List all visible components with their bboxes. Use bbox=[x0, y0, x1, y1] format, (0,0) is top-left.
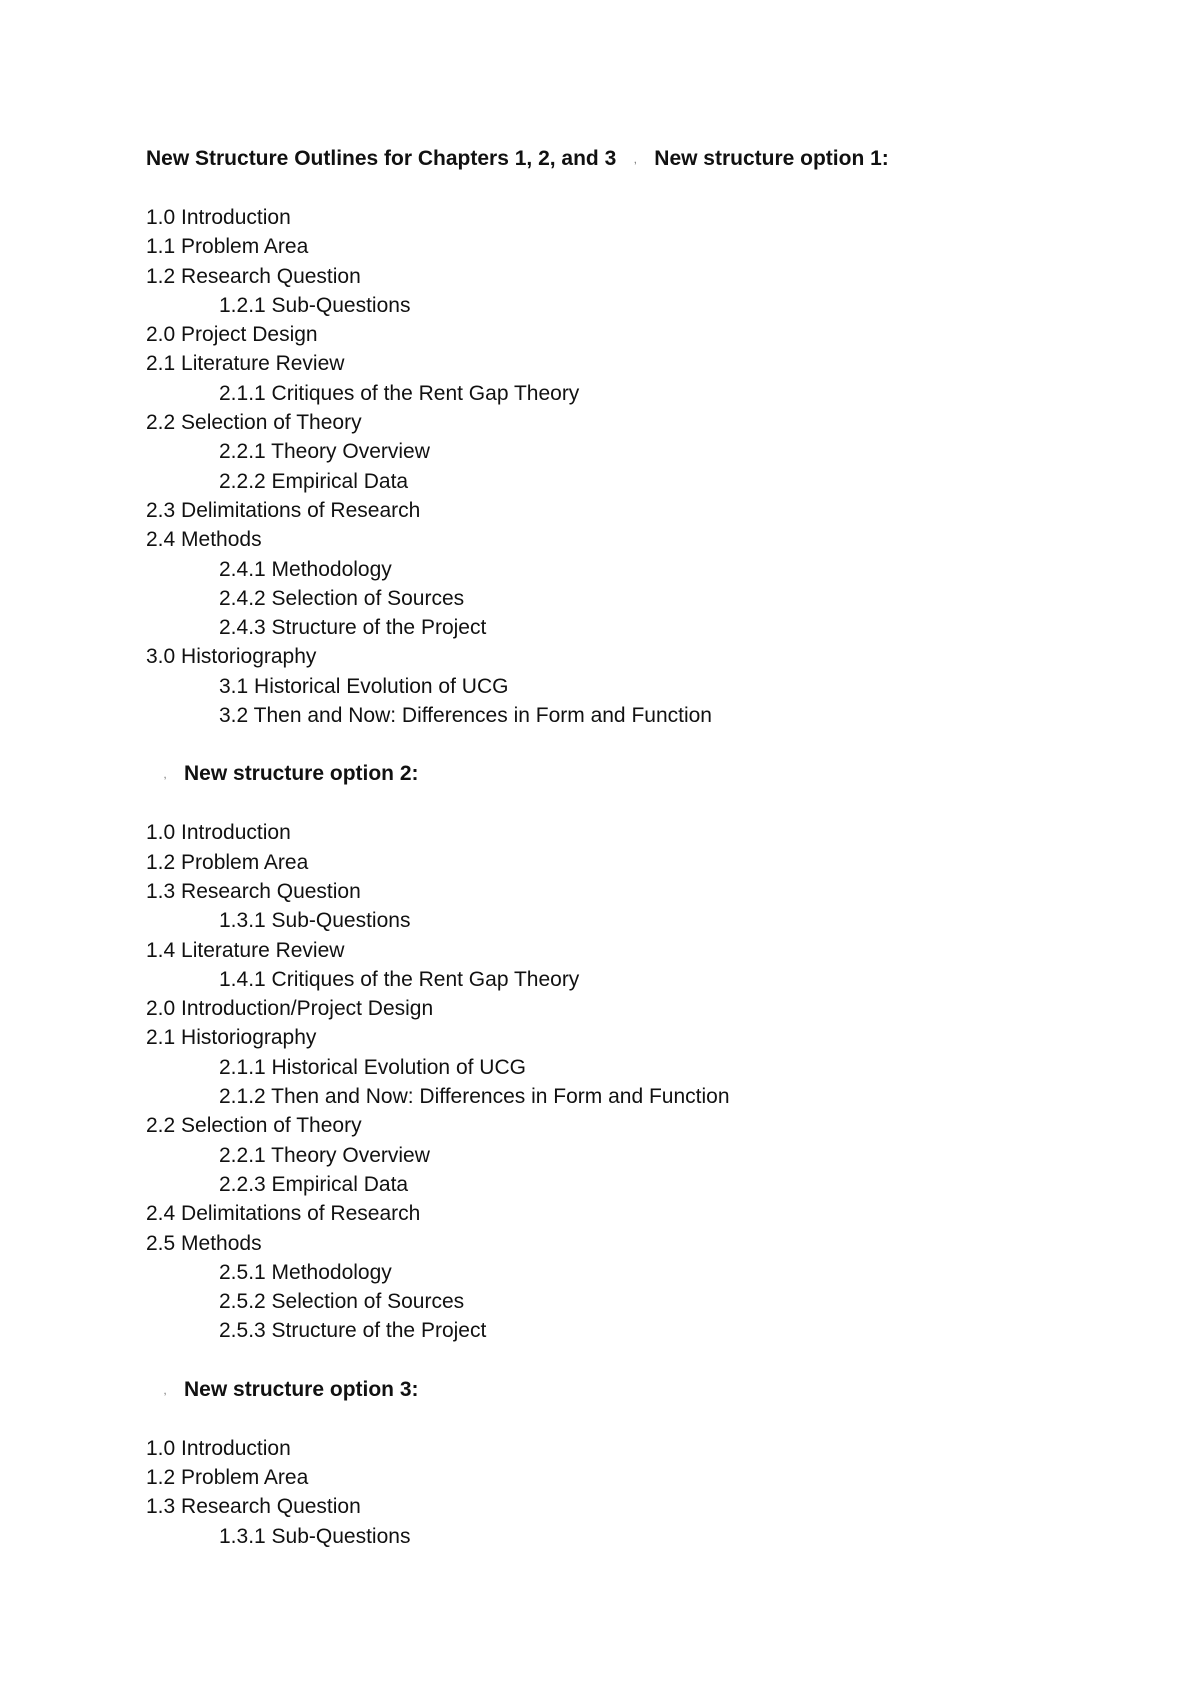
outline-subitem: 2.5.1 Methodology bbox=[219, 1260, 392, 1284]
outline-item: 2.5 Methods bbox=[146, 1231, 262, 1255]
outline-item: 1.3 Research Question bbox=[146, 879, 361, 903]
outline-item: 1.0 Introduction bbox=[146, 821, 291, 845]
outline-item: 2.4 Methods bbox=[146, 528, 262, 552]
outline-item: 1.2 Research Question bbox=[146, 264, 361, 288]
outline-subitem: 2.5.3 Structure of the Project bbox=[219, 1319, 487, 1343]
outline-subitem: 2.1.1 Critiques of the Rent Gap Theory bbox=[219, 381, 580, 405]
outline-item: 1.1 Problem Area bbox=[146, 235, 309, 259]
spacer bbox=[146, 730, 1146, 759]
separator-mark: , bbox=[163, 1382, 167, 1397]
outline-subitem: 3.2 Then and Now: Differences in Form and Function bbox=[219, 704, 712, 728]
spacer bbox=[146, 1346, 1146, 1375]
option-3-heading: New structure option 3: bbox=[184, 1377, 419, 1401]
outline-subitem: 3.1 Historical Evolution of UCG bbox=[219, 674, 509, 698]
separator-mark: , bbox=[163, 767, 167, 782]
outline-item: 2.2 Selection of Theory bbox=[146, 411, 362, 435]
option-2-heading: New structure option 2: bbox=[184, 762, 419, 786]
title-line bbox=[146, 144, 1146, 174]
separator-mark: , bbox=[633, 152, 637, 166]
outline-option-3 bbox=[146, 1434, 1146, 1551]
outline-subitem: 1.3.1 Sub-Questions bbox=[219, 909, 411, 933]
outline-item: 1.0 Introduction bbox=[146, 1436, 291, 1460]
outline-item: 3.0 Historiography bbox=[146, 645, 317, 669]
outline-item: 1.3 Research Question bbox=[146, 1495, 361, 1519]
outline-subitem: 1.4.1 Critiques of the Rent Gap Theory bbox=[219, 967, 580, 991]
outline-subitem: 1.3.1 Sub-Questions bbox=[219, 1524, 411, 1548]
document-title: New Structure Outlines for Chapters 1, 2, and 3 bbox=[146, 147, 617, 170]
outline-subitem: 2.1.1 Historical Evolution of UCG bbox=[219, 1055, 526, 1079]
outline-item: 1.2 Problem Area bbox=[146, 1465, 309, 1489]
outline-item: 2.0 Introduction/Project Design bbox=[146, 997, 434, 1021]
outline-subitem: 2.2.1 Theory Overview bbox=[219, 440, 430, 464]
outline-item: 2.4 Delimitations of Research bbox=[146, 1202, 421, 1226]
outline-subitem: 2.4.1 Methodology bbox=[219, 557, 392, 581]
outline-subitem: 2.2.3 Empirical Data bbox=[219, 1172, 409, 1196]
outline-subitem: 2.4.3 Structure of the Project bbox=[219, 616, 487, 640]
outline-item: 1.0 Introduction bbox=[146, 206, 291, 229]
outline-item: 1.2 Problem Area bbox=[146, 850, 309, 874]
option-1-heading: New structure option 1: bbox=[654, 147, 889, 170]
option-3-heading-line bbox=[146, 1375, 1146, 1405]
outline-item: 2.2 Selection of Theory bbox=[146, 1114, 362, 1138]
spacer bbox=[146, 1405, 1146, 1434]
outline-subitem: 2.5.2 Selection of Sources bbox=[219, 1290, 465, 1314]
outline-subitem: 2.1.2 Then and Now: Differences in Form and Function bbox=[219, 1085, 730, 1109]
outline-subitem: 2.2.2 Empirical Data bbox=[219, 469, 409, 493]
spacer bbox=[146, 174, 1146, 203]
outline-item: 2.3 Delimitations of Research bbox=[146, 498, 421, 522]
outline-item: 1.4 Literature Review bbox=[146, 938, 345, 962]
outline-option-1 bbox=[146, 203, 1146, 730]
outline-subitem: 2.2.1 Theory Overview bbox=[219, 1143, 430, 1167]
outline-subitem: 1.2.1 Sub-Questions bbox=[219, 293, 411, 317]
document-page bbox=[146, 144, 1146, 1551]
outline-subitem: 2.4.2 Selection of Sources bbox=[219, 586, 465, 610]
outline-item: 2.1 Literature Review bbox=[146, 352, 345, 376]
outline-option-2 bbox=[146, 818, 1146, 1345]
spacer bbox=[146, 789, 1146, 818]
outline-item: 2.1 Historiography bbox=[146, 1026, 317, 1050]
option-2-heading-line bbox=[146, 759, 1146, 789]
outline-item: 2.0 Project Design bbox=[146, 323, 318, 347]
